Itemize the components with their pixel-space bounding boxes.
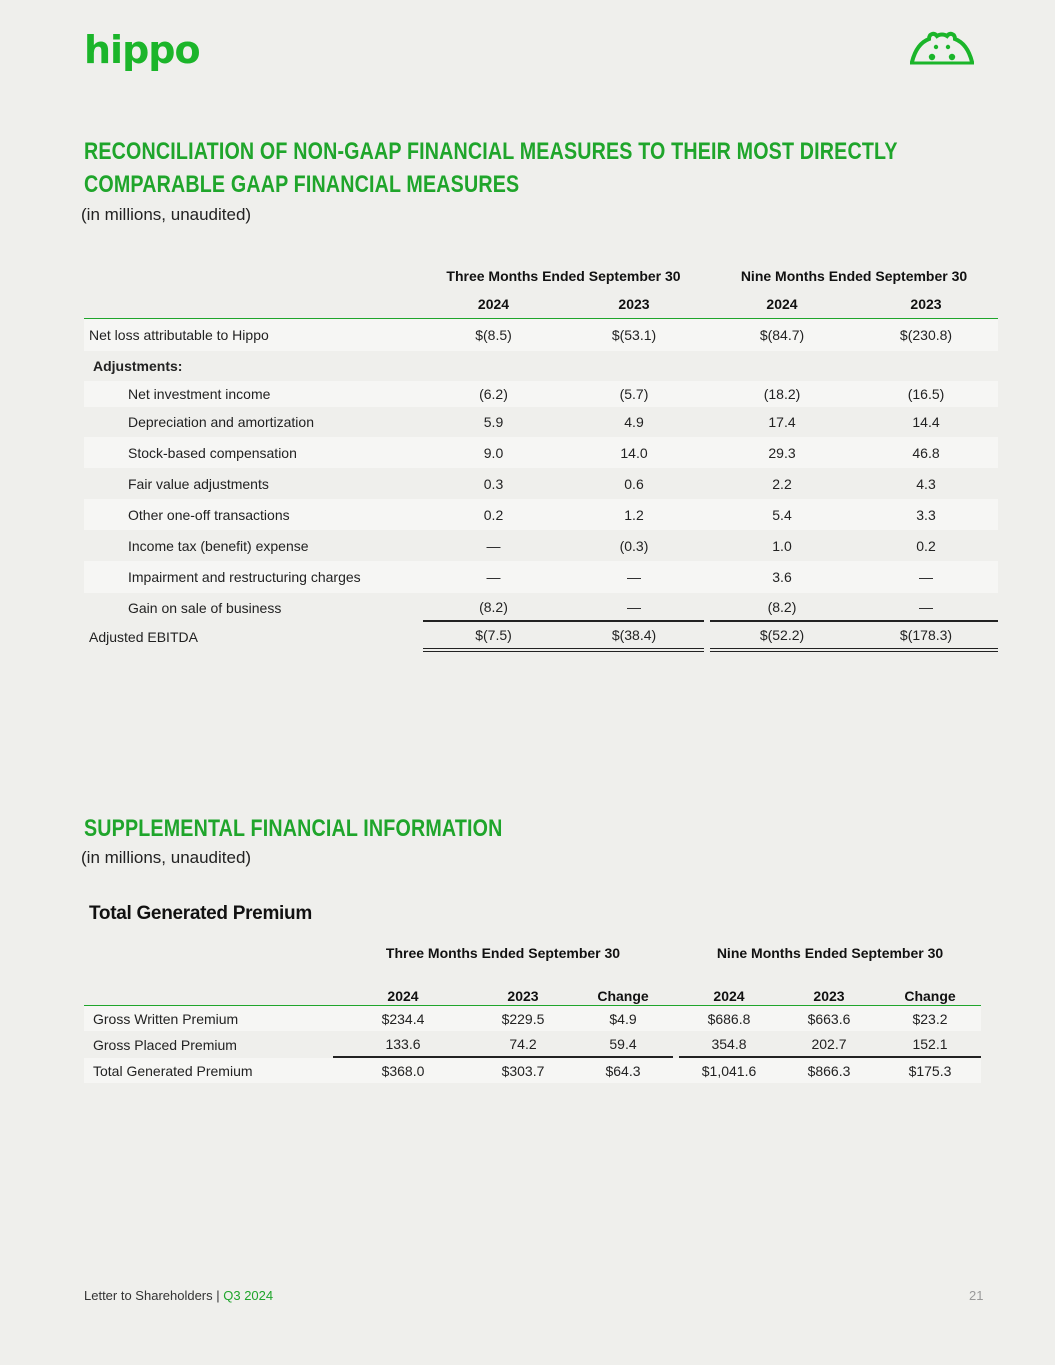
row-label: Income tax (benefit) expense <box>128 537 309 554</box>
cell: 4.3 <box>916 475 936 492</box>
cell: $64.3 <box>573 1058 673 1083</box>
section-title-supplemental: SUPPLEMENTAL FINANCIAL INFORMATION <box>84 815 503 842</box>
cell: (8.2) <box>710 593 854 622</box>
section-title-line1: RECONCILIATION OF NON-GAAP FINANCIAL MEASURES TO THEIR MOST DIRECTLY <box>84 138 898 165</box>
cell: 4.9 <box>624 414 644 430</box>
cell: $(7.5) <box>423 622 564 652</box>
table-row-total <box>84 1058 981 1083</box>
cell: — <box>564 593 704 622</box>
cell: (6.2) <box>423 381 564 407</box>
cell: 74.2 <box>473 1031 573 1058</box>
cell: 0.2 <box>423 499 564 530</box>
group-header-nine-months: Nine Months Ended September 30 <box>740 268 968 284</box>
cell: $866.3 <box>779 1058 879 1083</box>
cell: — <box>564 561 704 593</box>
cell: 3.3 <box>854 499 998 530</box>
column-header: Change <box>573 968 673 1006</box>
row-label: Total Generated Premium <box>84 1058 333 1083</box>
cell: 0.6 <box>624 475 644 492</box>
row-label: Depreciation and amortization <box>128 414 314 430</box>
cell: $(38.4) <box>564 622 704 652</box>
column-header: Change <box>879 968 981 1006</box>
row-label: Net loss attributable to Hippo <box>84 319 423 351</box>
cell: 3.6 <box>710 561 854 593</box>
cell: 29.3 <box>710 437 854 468</box>
hippo-head-icon <box>909 30 975 66</box>
cell: (18.2) <box>710 381 854 407</box>
cell: 14.0 <box>564 437 704 468</box>
row-label: Net investment income <box>84 381 423 407</box>
cell: 152.1 <box>879 1031 981 1058</box>
cell: 0.2 <box>916 537 936 554</box>
table-row <box>84 468 998 499</box>
row-label: Adjusted EBITDA <box>89 629 198 645</box>
table-row <box>84 381 998 407</box>
cell: $(84.7) <box>710 319 854 351</box>
cell: (16.5) <box>854 381 998 407</box>
cell: — <box>486 537 501 554</box>
cell: 1.2 <box>564 499 704 530</box>
cell: $368.0 <box>333 1058 473 1083</box>
cell: 5.4 <box>710 499 854 530</box>
cell: $303.7 <box>473 1058 573 1083</box>
cell: 59.4 <box>573 1031 673 1058</box>
cell: (5.7) <box>564 381 704 407</box>
year-header: 2023 <box>854 290 998 319</box>
table-row <box>84 1006 981 1031</box>
cell: 14.4 <box>912 414 940 430</box>
cell: 46.8 <box>854 437 998 468</box>
cell: — <box>423 561 564 593</box>
column-header: 2024 <box>333 968 473 1006</box>
cell: 202.7 <box>779 1031 879 1058</box>
adjustments-heading-row <box>84 351 998 381</box>
cell: — <box>854 561 998 593</box>
column-header: 2023 <box>473 968 573 1006</box>
footer-text: Letter to Shareholders | <box>84 1288 224 1303</box>
row-label: Fair value adjustments <box>128 475 269 492</box>
cell: $(53.1) <box>564 319 704 351</box>
cell: $(52.2) <box>710 622 854 652</box>
cell: $686.8 <box>679 1006 779 1031</box>
cell: 9.0 <box>423 437 564 468</box>
cell: $1,041.6 <box>679 1058 779 1083</box>
cell: $23.2 <box>879 1006 981 1031</box>
table-row-net-loss <box>84 319 998 351</box>
cell: $(230.8) <box>854 319 998 351</box>
cell: $663.6 <box>779 1006 879 1031</box>
cell: $(8.5) <box>423 319 564 351</box>
row-label: Gross Written Premium <box>84 1006 333 1031</box>
cell: $234.4 <box>333 1006 473 1031</box>
cell: (0.3) <box>619 537 649 554</box>
reconciliation-table <box>84 262 998 652</box>
cell: — <box>854 593 998 622</box>
section-title-line2: COMPARABLE GAAP FINANCIAL MEASURES <box>84 171 520 198</box>
row-label: Gain on sale of business <box>128 599 282 616</box>
table-row <box>84 499 998 530</box>
table-row <box>84 593 998 622</box>
year-header: 2024 <box>710 290 854 319</box>
section-subtitle: (in millions, unaudited) <box>81 848 252 867</box>
cell: 354.8 <box>679 1031 779 1058</box>
column-header: 2024 <box>679 968 779 1006</box>
cell: (8.2) <box>423 593 564 622</box>
cell: $175.3 <box>879 1058 981 1083</box>
footer-period: Q3 2024 <box>223 1288 274 1303</box>
column-header: 2023 <box>779 968 879 1006</box>
cell: $229.5 <box>473 1006 573 1031</box>
cell: $4.9 <box>573 1006 673 1031</box>
group-header-nine-months: Nine Months Ended September 30 <box>716 945 944 961</box>
group-header-three-months: Three Months Ended September 30 <box>446 268 681 284</box>
cell: 5.9 <box>483 414 504 430</box>
row-label: Impairment and restructuring charges <box>84 561 423 593</box>
generated-premium-table <box>84 938 981 1083</box>
cell: 0.3 <box>483 475 504 492</box>
group-header-three-months: Three Months Ended September 30 <box>385 945 621 961</box>
adjustments-label: Adjustments: <box>93 358 183 374</box>
footer <box>84 1288 273 1303</box>
cell: 1.0 <box>772 537 792 554</box>
table-row <box>84 530 998 561</box>
page-number: 21 <box>969 1288 984 1303</box>
row-label: Other one-off transactions <box>84 499 423 530</box>
cell: 2.2 <box>772 475 792 492</box>
table-row <box>84 1031 981 1058</box>
cell: 17.4 <box>768 414 796 430</box>
cell: $(178.3) <box>854 622 998 652</box>
year-header: 2023 <box>564 290 704 319</box>
row-label: Stock-based compensation <box>84 437 423 468</box>
table-row <box>84 407 998 437</box>
cell: 133.6 <box>333 1031 473 1058</box>
row-label: Gross Placed Premium <box>93 1036 237 1053</box>
table-row <box>84 561 998 593</box>
table-title: Total Generated Premium <box>89 903 312 924</box>
year-header: 2024 <box>423 290 564 319</box>
hippo-logo: hippo <box>84 28 200 72</box>
section-subtitle: (in millions, unaudited) <box>81 205 252 224</box>
table-row-total <box>84 622 998 652</box>
table-row <box>84 437 998 468</box>
